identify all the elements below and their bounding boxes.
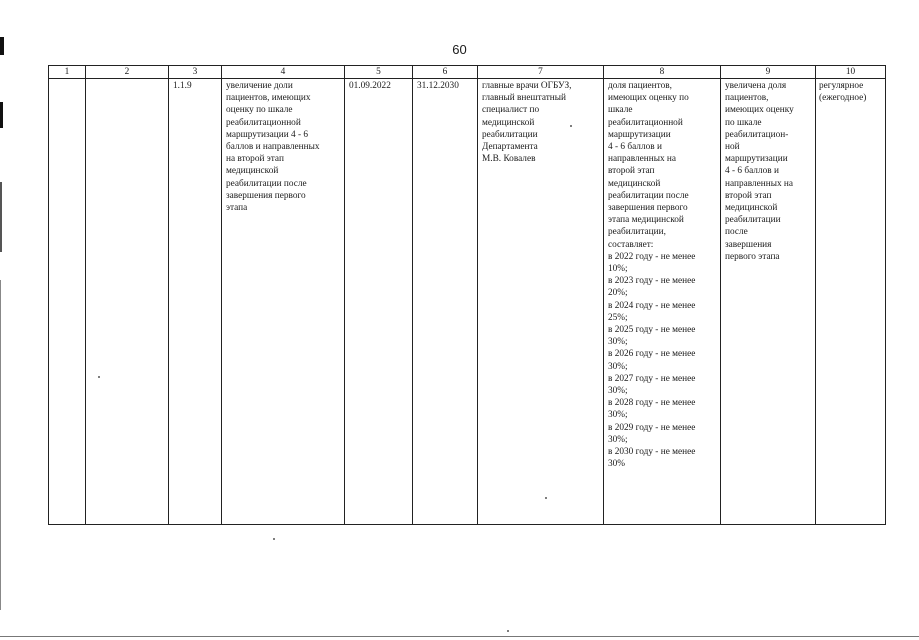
cell-end-date: 31.12.2030 [413,79,478,525]
column-header: 2 [86,66,169,79]
header-row [49,66,886,79]
column-header: 8 [604,66,721,79]
column-header: 10 [816,66,886,79]
column-header: 5 [345,66,413,79]
scan-speck [273,538,275,540]
table-row [49,79,886,525]
column-header: 9 [721,66,816,79]
column-header: 7 [478,66,604,79]
cell-col1 [49,79,86,525]
cell-item-number: 1.1.9 [169,79,222,525]
cell-responsible: главные врачи ОГБУЗ, главный внештатный специалист по медицинской реабилитации Департамента М.В. Ковалев [478,79,604,525]
column-header: 6 [413,66,478,79]
scan-edge [0,636,919,637]
column-header: 1 [49,66,86,79]
cell-indicator: доля пациентов, имеющих оценку по шкале реабилитационной маршрутизации 4 - 6 баллов и направленных на второй этап медицинской реабилитации после завершения первого этапа медицинской реабилитации, составляет: в 2022 году - не менее 10%; в 2023 году - не менее 20%; в 2024 году - не менее 25%; в 2025 году - не менее 30%; в 2026 году - не менее 30%; в 2027 году - не менее 30%; в 2028 году - не менее 30%; в 2029 году - не менее 30%; в 2030 году - не менее 30% [604,79,721,525]
plan-table [48,65,886,525]
cell-result: увеличена доля пациентов, имеющих оценку по шкале реабилитацион- ной маршрутизации 4 - 6 баллов и направленных на второй этап медицинской реабилитации после завершения первого этапа [721,79,816,525]
column-header: 3 [169,66,222,79]
page-number: 60 [452,42,467,57]
cell-col2 [86,79,169,525]
scan-artifact [0,182,2,252]
cell-start-date: 01.09.2022 [345,79,413,525]
cell-frequency: регулярное (ежегодное) [816,79,886,525]
scan-artifact [0,280,1,610]
scan-speck [507,630,509,632]
cell-activity: увеличение доли пациентов, имеющих оценку по шкале реабилитационной маршрутизации 4 - 6 баллов и направленных на второй этап медицинской реабилитации после завершения первого этапа [222,79,345,525]
scan-artifact [0,102,3,128]
column-header: 4 [222,66,345,79]
